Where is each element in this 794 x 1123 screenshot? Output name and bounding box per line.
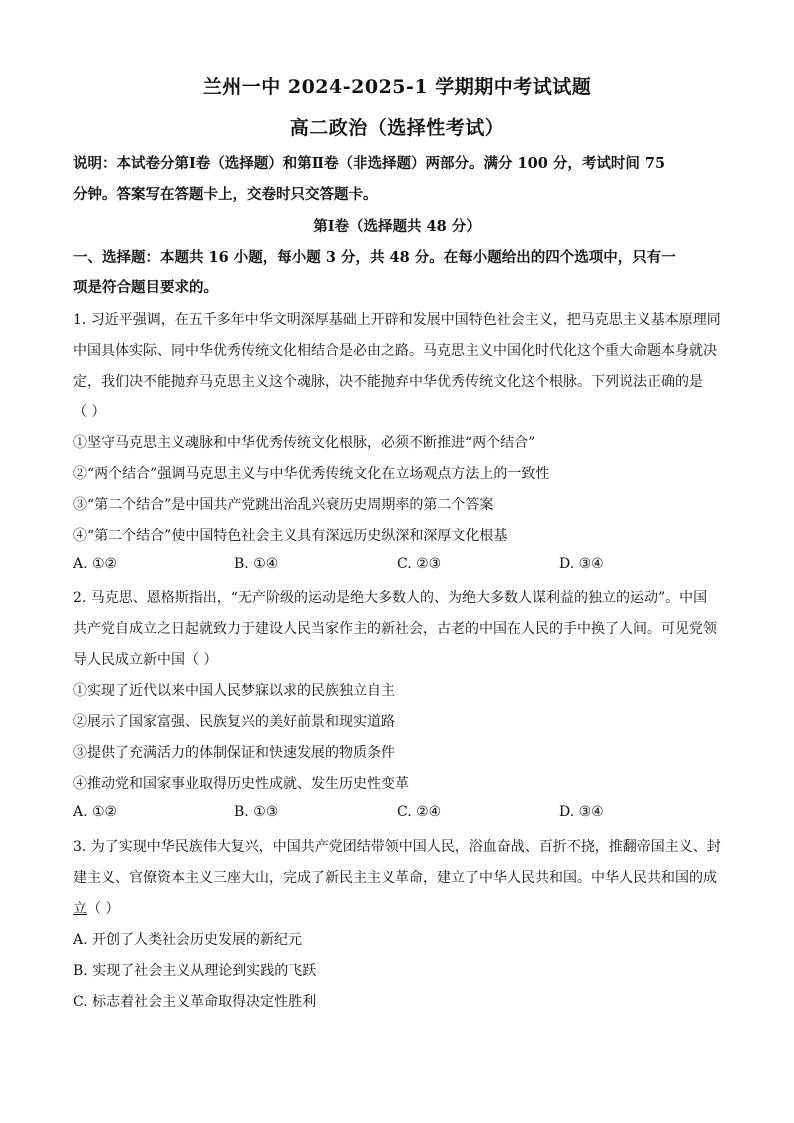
q3-stem-underlined: 立 <box>73 901 87 917</box>
instructions-line-2: 分钟。答案写在答题卡上，交卷时只交答题卡。 <box>73 186 378 203</box>
q1-statement-4: ④“第二个结合”使中国特色社会主义具有深远历史纵深和深厚文化根基 <box>73 528 508 544</box>
instructions-line-1: 说明：本试卷分第Ⅰ卷（选择题）和第Ⅱ卷（非选择题）两部分。满分 100 分，考试时间 75 <box>73 155 666 172</box>
q1-option-a: A. ①② <box>73 556 118 572</box>
q1-option-d: D. ③④ <box>559 556 604 572</box>
q2-stem-line-2: 共产党自成立之日起就致力于建设人民当家作主的新社会，古老的中国在人民的手中换了人间。可见党领 <box>73 621 717 637</box>
q3-answer-blank: （ ） <box>87 901 120 917</box>
q1-stem-line-1: 1. 习近平强调，在五千多年中华文明深厚基础上开辟和发展中国特色社会主义，把马克思主义基本原理同 <box>73 312 721 328</box>
q2-stem-line-1: 2. 马克思、恩格斯指出，“无产阶级的运动是绝大多数人的、为绝大多数人谋利益的独立的运动”。中国 <box>73 590 708 606</box>
exam-title: 兰州一中 2024-2025-1 学期期中考试试题 <box>202 76 592 98</box>
q1-stem-line-3: 定，我们决不能抛弃马克思主义这个魂脉，决不能抛弃中华优秀传统文化这个根脉。下列说法正确的是 <box>73 374 703 390</box>
q1-option-b: B. ①④ <box>234 556 279 572</box>
q2-option-a: A. ①② <box>73 804 118 820</box>
q2-options <box>73 804 733 824</box>
exam-subtitle: 高二政治（选择性考试） <box>289 117 505 139</box>
q3-option-a: A. 开创了人类社会历史发展的新纪元 <box>73 932 303 948</box>
q3-option-c: C. 标志着社会主义革命取得决定性胜利 <box>73 994 317 1010</box>
q1-options <box>73 556 733 576</box>
q1-statement-3: ③“第二个结合”是中国共产党跳出治乱兴衰历史周期率的第二个答案 <box>73 497 494 513</box>
q2-statement-1: ①实现了近代以来中国人民梦寐以求的民族独立自主 <box>73 683 395 699</box>
q2-statement-2: ②展示了国家富强、民族复兴的美好前景和现实道路 <box>73 714 395 730</box>
q2-statement-3: ③提供了充满活力的体制保证和快速发展的物质条件 <box>73 745 395 761</box>
q3-stem-line-2: 建主义、官僚资本主义三座大山，完成了新民主主义革命，建立了中华人民共和国。中华人民共和国的成 <box>73 870 717 886</box>
q3-stem-line-3 <box>73 898 119 918</box>
q2-option-b: B. ①③ <box>234 804 279 820</box>
q1-statement-2: ②“两个结合”强调马克思主义与中华优秀传统文化在立场观点方法上的一致性 <box>73 466 550 482</box>
q1-statement-1: ①坚守马克思主义魂脉和中华优秀传统文化根脉，必须不断推进“两个结合” <box>73 435 536 451</box>
section-intro-line-1: 一、选择题：本题共 16 小题，每小题 3 分，共 48 分。在每小题给出的四个选项中，只有一 <box>73 249 676 266</box>
q1-stem-line-2: 中国具体实际、同中华优秀传统文化相结合是必由之路。马克思主义中国化时代化这个重大命题本身就决 <box>73 343 717 359</box>
section-heading: 第Ⅰ卷（选择题共 48 分） <box>313 218 481 235</box>
q3-option-b: B. 实现了社会主义从理论到实践的飞跃 <box>73 963 317 979</box>
q2-option-c: C. ②④ <box>397 804 442 820</box>
q1-option-c: C. ②③ <box>397 556 442 572</box>
q3-stem-line-1: 3. 为了实现中华民族伟大复兴，中国共产党团结带领中国人民，浴血奋战、百折不挠，推翻帝国主义、封 <box>73 839 721 855</box>
q2-statement-4: ④推动党和国家事业取得历史性成就、发生历史性变革 <box>73 776 409 792</box>
q2-option-d: D. ③④ <box>559 804 604 820</box>
section-intro-line-2: 项是符合题目要求的。 <box>73 279 218 296</box>
q2-stem-line-3: 导人民成立新中国（ ） <box>73 652 218 668</box>
q1-answer-blank: （ ） <box>73 404 106 420</box>
